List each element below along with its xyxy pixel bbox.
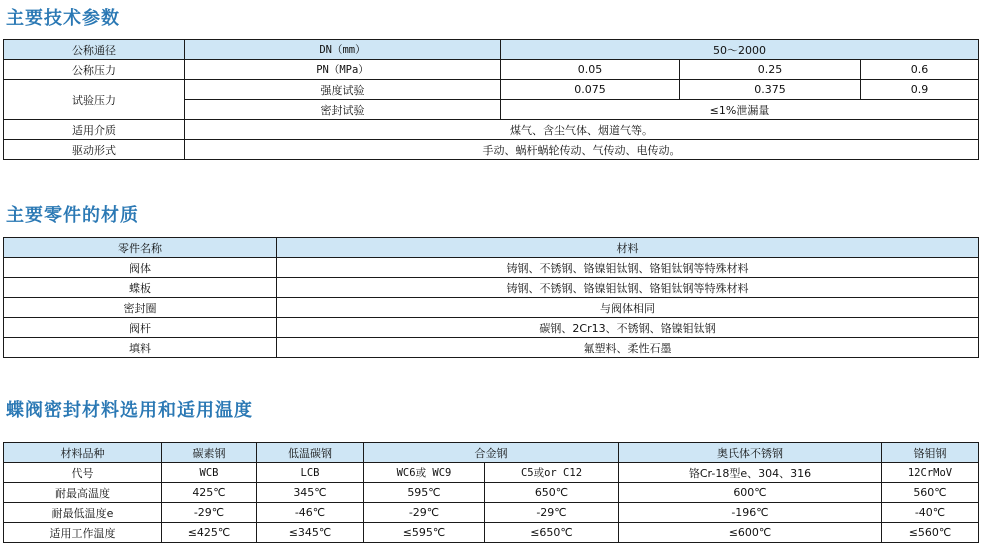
table-row [4, 80, 979, 100]
table-cell: -46℃ [257, 503, 364, 523]
table-row [4, 140, 979, 160]
table-cell: 425℃ [162, 483, 257, 503]
table-cell: -29℃ [364, 503, 485, 523]
table-header-cell: 材料品种 [4, 443, 162, 463]
table-cell: -29℃ [162, 503, 257, 523]
table-cell: WC6或 WC9 [364, 463, 485, 483]
table-header-cell: 碳素钢 [162, 443, 257, 463]
tech-params-table [3, 39, 979, 160]
table-cell: 50～2000 [501, 40, 979, 60]
table-cell: 650℃ [485, 483, 619, 503]
table-cell: 与阀体相同 [277, 298, 979, 318]
table-row [4, 338, 979, 358]
table-cell: 0.6 [861, 60, 979, 80]
table-cell: 铸钢、不锈钢、铬镍钼钛钢、铬钼钛钢等特殊材料 [277, 258, 979, 278]
table-cell: DN（mm） [185, 40, 501, 60]
table-cell: 蝶板 [4, 278, 277, 298]
table-header-cell: 合金钢 [364, 443, 619, 463]
table-cell: 560℃ [882, 483, 979, 503]
table-cell: 驱动形式 [4, 140, 185, 160]
table-cell: 12CrMoV [882, 463, 979, 483]
table-cell: ≤560℃ [882, 523, 979, 543]
table-header-cell: 材料 [277, 238, 979, 258]
table-row [4, 60, 979, 80]
table-row [4, 318, 979, 338]
table-cell: 0.25 [680, 60, 861, 80]
table-cell: 密封圈 [4, 298, 277, 318]
table-cell: 公称压力 [4, 60, 185, 80]
section-title-tech: 主要技术参数 [6, 8, 120, 29]
table-header-cell: 低温碳钢 [257, 443, 364, 463]
table-row [4, 278, 979, 298]
table-cell: 填料 [4, 338, 277, 358]
table-header-cell: 奥氏体不锈钢 [619, 443, 882, 463]
table-cell: 0.375 [680, 80, 861, 100]
table-cell: 煤气、含尘气体、烟道气等。 [185, 120, 979, 140]
table-cell: 氟塑料、柔性石墨 [277, 338, 979, 358]
table-cell: 耐最高温度 [4, 483, 162, 503]
section-title-seal: 蝶阀密封材料选用和适用温度 [6, 400, 253, 421]
table-header-cell: 铬钼钢 [882, 443, 979, 463]
table-cell: 铸钢、不锈钢、铬镍钼钛钢、铬钼钛钢等特殊材料 [277, 278, 979, 298]
table-header-cell: 零件名称 [4, 238, 277, 258]
table-cell: ≤650℃ [485, 523, 619, 543]
table-cell: ≤345℃ [257, 523, 364, 543]
table-header-row [4, 238, 979, 258]
table-cell: WCB [162, 463, 257, 483]
table-row [4, 120, 979, 140]
table-cell: 公称通径 [4, 40, 185, 60]
table-cell: 手动、蜗杆蜗轮传动、气传动、电传动。 [185, 140, 979, 160]
table-row [4, 463, 979, 483]
table-row [4, 40, 979, 60]
table-cell: -196℃ [619, 503, 882, 523]
table-cell: 碳钢、2Cr13、不锈钢、铬镍钼钛钢 [277, 318, 979, 338]
table-cell: 0.05 [501, 60, 680, 80]
table-cell: 适用介质 [4, 120, 185, 140]
seal-material-table [3, 442, 979, 543]
table-cell: 595℃ [364, 483, 485, 503]
table-cell: -29℃ [485, 503, 619, 523]
table-cell: 试验压力 [4, 80, 185, 120]
table-cell: 345℃ [257, 483, 364, 503]
table-cell: 强度试验 [185, 80, 501, 100]
table-cell: 适用工作温度 [4, 523, 162, 543]
table-cell: 0.9 [861, 80, 979, 100]
table-row [4, 298, 979, 318]
table-header-row [4, 443, 979, 463]
table-cell: ≤600℃ [619, 523, 882, 543]
table-cell: 600℃ [619, 483, 882, 503]
section-title-parts: 主要零件的材质 [6, 205, 139, 226]
table-row [4, 503, 979, 523]
table-cell: 阀体 [4, 258, 277, 278]
table-row [4, 483, 979, 503]
table-cell: 密封试验 [185, 100, 501, 120]
table-cell: 0.075 [501, 80, 680, 100]
table-cell: C5或or C12 [485, 463, 619, 483]
table-cell: PN（MPa） [185, 60, 501, 80]
parts-material-table [3, 237, 979, 358]
table-cell: 阀杆 [4, 318, 277, 338]
table-row [4, 523, 979, 543]
table-cell: -40℃ [882, 503, 979, 523]
table-cell: LCB [257, 463, 364, 483]
table-row [4, 258, 979, 278]
table-cell: ≤1%泄漏量 [501, 100, 979, 120]
table-cell: ≤425℃ [162, 523, 257, 543]
table-cell: 铬Cr-18型e、304、316 [619, 463, 882, 483]
table-cell: ≤595℃ [364, 523, 485, 543]
table-cell: 代号 [4, 463, 162, 483]
table-cell: 耐最低温度e [4, 503, 162, 523]
